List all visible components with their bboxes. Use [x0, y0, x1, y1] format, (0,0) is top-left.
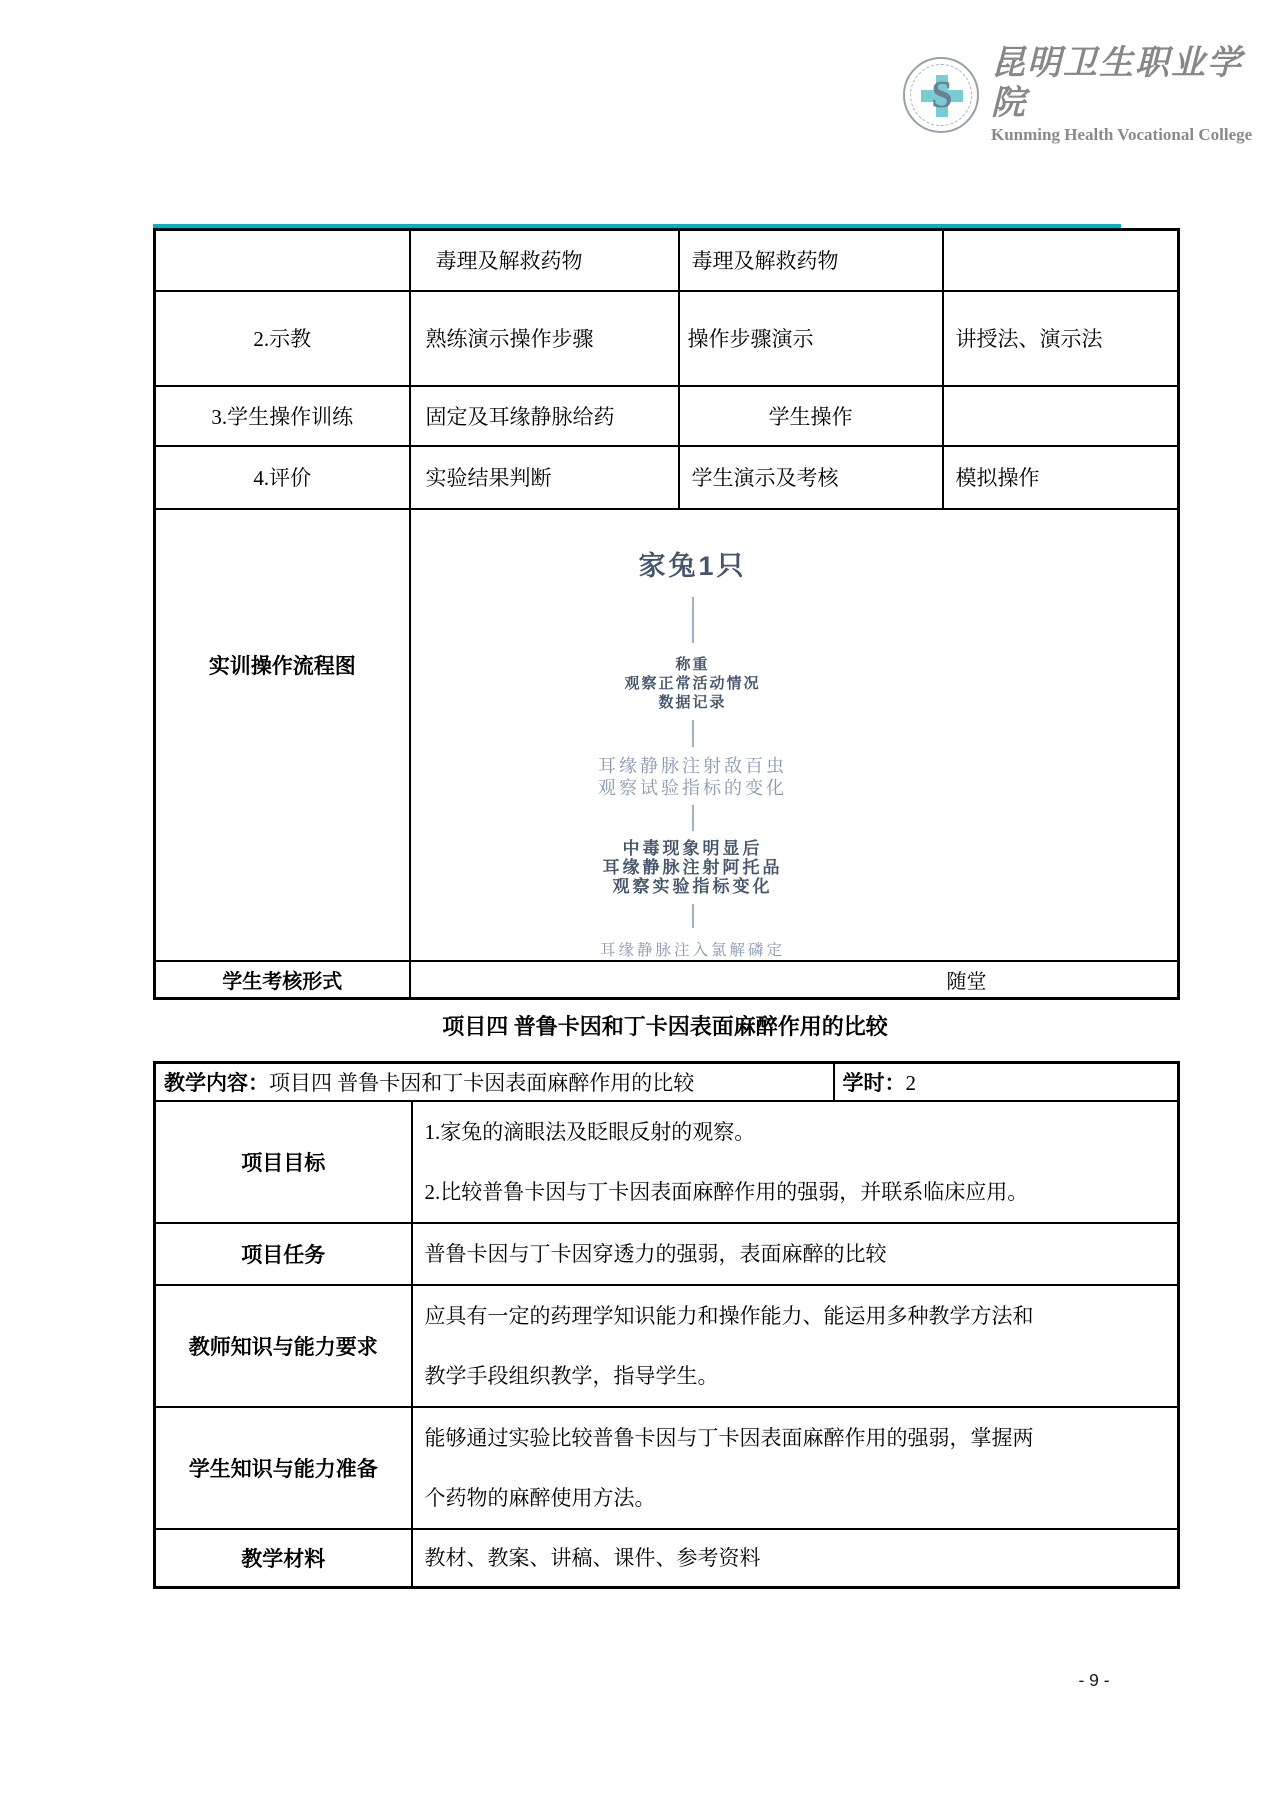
flowchart-step: 称重 观察正常活动情况 数据记录 [624, 655, 761, 711]
college-seal-icon [903, 57, 979, 133]
table-cell: 讲授法、演示法 [943, 291, 1179, 386]
table-row [155, 1101, 1179, 1223]
table-row [155, 230, 1179, 291]
row-label: 教师知识与能力要求 [155, 1285, 412, 1407]
table-row [155, 1407, 1179, 1529]
procedure-flowchart [411, 510, 975, 960]
table-header-row [155, 1063, 1179, 1101]
row-label: 学生知识与能力准备 [155, 1407, 412, 1529]
row-content: 普鲁卡因与丁卡因穿透力的强弱，表面麻醉的比较 [412, 1223, 1179, 1285]
table-row [155, 1529, 1179, 1588]
row-content: 1.家兔的滴眼法及眨眼反射的观察。 2.比较普鲁卡因与丁卡因表面麻醉作用的强弱，并联系临床应用。 [412, 1101, 1179, 1223]
flowchart-step: 中毒现象明显后 耳缘静脉注射阿托品 观察实验指标变化 [602, 838, 783, 896]
table-cell: 毒理及解救药物 [679, 230, 943, 291]
row-content: 应具有一定的药理学知识能力和操作能力、能运用多种教学方法和 教学手段组织教学，指导学生。 [412, 1285, 1179, 1407]
seal-dragon-s-glyph: S [931, 74, 953, 116]
flowchart-connector-line [692, 904, 694, 928]
row-content: 教材、教案、讲稿、课件、参考资料 [412, 1529, 1179, 1588]
flowchart-row-label: 实训操作流程图 [155, 509, 410, 961]
table-row [155, 1223, 1179, 1285]
lesson-plan-table-project3 [153, 228, 1180, 1000]
flowchart-connector-line [692, 720, 694, 747]
college-logo [903, 44, 1274, 146]
page-number: - 9 - [1078, 1670, 1110, 1690]
row-label: 项目目标 [155, 1101, 412, 1223]
college-name-chinese: 昆明卫生职业学院 [991, 45, 1243, 122]
table-cell: 3.学生操作训练 [155, 386, 410, 446]
row-content: 能够通过实验比较普鲁卡因与丁卡因表面麻醉作用的强弱，掌握两 个药物的麻醉使用方法。 [412, 1407, 1179, 1529]
assessment-form-value: 随堂 [410, 961, 1179, 999]
flowchart-end-node: 耳缘静脉注入氯解磷定 [599, 941, 785, 959]
class-hours-cell [834, 1063, 1179, 1101]
table-cell [943, 230, 1179, 291]
table-cell: 毒理及解救药物 [410, 230, 679, 291]
table-row [155, 386, 1179, 446]
college-name-english: Kunming Health Vocational College [991, 125, 1253, 144]
teaching-content-cell [155, 1063, 834, 1101]
teaching-content-label: 教学内容： [164, 1070, 269, 1095]
assessment-form-label: 学生考核形式 [155, 961, 410, 999]
flowchart-row [155, 509, 1179, 961]
page-content [153, 224, 1177, 1589]
section-title: 项目四 普鲁卡因和丁卡因表面麻醉作用的比较 [442, 1014, 888, 1039]
table-cell: 学生操作 [679, 386, 943, 446]
table-cell [155, 230, 410, 291]
table-cell: 2.示教 [155, 291, 410, 386]
table-cell: 熟练演示操作步骤 [410, 291, 679, 386]
table-cell [943, 386, 1179, 446]
teaching-content-value: 项目四 普鲁卡因和丁卡因表面麻醉作用的比较 [269, 1070, 695, 1095]
class-hours-label: 学时： [842, 1070, 906, 1095]
table-cell: 实验结果判断 [410, 446, 679, 509]
table-cell: 模拟操作 [943, 446, 1179, 509]
table-row [155, 446, 1179, 509]
flowchart-connector-line [692, 597, 694, 643]
flowchart-connector-line [692, 805, 694, 831]
table-cell: 操作步骤演示 [679, 291, 943, 386]
flowchart-cell [410, 509, 1179, 961]
row-label: 教学材料 [155, 1529, 412, 1588]
table-row [155, 961, 1179, 999]
table-cell: 学生演示及考核 [679, 446, 943, 509]
row-label: 项目任务 [155, 1223, 412, 1285]
table-row [155, 291, 1179, 386]
table-cell: 固定及耳缘静脉给药 [410, 386, 679, 446]
flowchart-start-node: 家兔1只 [638, 550, 747, 581]
table-cell: 4.评价 [155, 446, 410, 509]
flowchart-step: 耳缘静脉注射敌百虫 观察试验指标的变化 [598, 755, 787, 798]
class-hours-value: 2 [905, 1070, 916, 1095]
lesson-plan-table-project4 [153, 1061, 1180, 1589]
table-row [155, 1285, 1179, 1407]
college-name-block [991, 44, 1274, 146]
